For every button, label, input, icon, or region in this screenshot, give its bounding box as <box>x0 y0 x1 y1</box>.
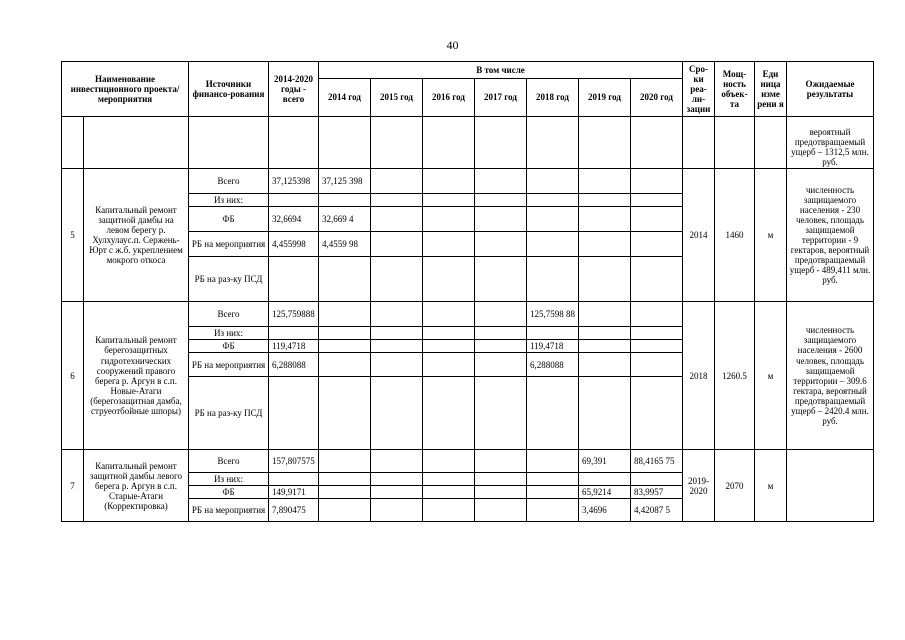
year-value: 119,4718 <box>527 340 579 353</box>
year-value <box>631 169 683 194</box>
year-value <box>579 207 631 232</box>
carry-over-row <box>62 117 874 169</box>
year-value: 32,669 4 <box>319 207 371 232</box>
year-value <box>579 327 631 340</box>
header-name: Наименование инвестиционного проекта/мероприятия <box>62 62 189 117</box>
year-value <box>579 169 631 194</box>
header-year: 2015 год <box>371 79 423 117</box>
project-power: 1460 <box>715 169 755 302</box>
year-value <box>579 302 631 327</box>
funding-source: РБ на мероприятия <box>189 353 269 377</box>
year-value <box>423 353 475 377</box>
header-year: 2019 год <box>579 79 631 117</box>
year-value <box>475 194 527 207</box>
funding-source: РБ на раз-ку ПСД <box>189 257 269 302</box>
year-value <box>319 327 371 340</box>
year-value <box>579 377 631 450</box>
year-value <box>423 169 475 194</box>
header-year: 2018 год <box>527 79 579 117</box>
year-value <box>631 302 683 327</box>
year-value <box>527 207 579 232</box>
year-value <box>423 377 475 450</box>
year-value <box>371 257 423 302</box>
funding-source: Из них: <box>189 473 269 486</box>
year-value <box>423 194 475 207</box>
project-power: 2070 <box>715 450 755 522</box>
total-value: 4,455998 <box>269 232 319 257</box>
year-value <box>579 473 631 486</box>
year-value <box>319 302 371 327</box>
year-value <box>423 499 475 522</box>
header-unit: Еди ница изме рени я <box>755 62 787 117</box>
year-value <box>631 353 683 377</box>
year-value <box>423 302 475 327</box>
funding-source: ФБ <box>189 486 269 499</box>
year-value <box>631 207 683 232</box>
year-value <box>319 353 371 377</box>
year-value <box>475 302 527 327</box>
project-number: 7 <box>62 450 84 522</box>
year-value <box>371 473 423 486</box>
project-term: 2014 <box>683 169 715 302</box>
year-value <box>631 232 683 257</box>
funding-source: Всего <box>189 169 269 194</box>
year-value <box>423 486 475 499</box>
total-value: 6,288088 <box>269 353 319 377</box>
project-name: Капитальный ремонт защитной дамбы на левом берегу р. Хулхулаус.п. Сержень-Юрт с ж.б. укреплением мокрого откоса <box>84 169 189 302</box>
funding-source: РБ на мероприятия <box>189 232 269 257</box>
total-value <box>269 473 319 486</box>
year-value <box>423 340 475 353</box>
year-value <box>527 257 579 302</box>
year-value <box>475 232 527 257</box>
total-value: 157,807575 <box>269 450 319 473</box>
header-including: В том числе <box>319 62 683 79</box>
project-term: 2019-2020 <box>683 450 715 522</box>
project-number: 6 <box>62 302 84 450</box>
project-unit: м <box>755 169 787 302</box>
year-value <box>319 377 371 450</box>
investment-table <box>61 61 874 522</box>
year-value <box>475 473 527 486</box>
page-number: 40 <box>446 38 459 52</box>
year-value: 3,4696 <box>579 499 631 522</box>
header-total: 2014-2020 годы - всего <box>269 62 319 117</box>
year-value <box>371 340 423 353</box>
year-value <box>631 473 683 486</box>
total-value <box>269 327 319 340</box>
year-value <box>579 232 631 257</box>
carry-over-result: вероятный предотвращаемый ущерб – 1312,5 млн. руб. <box>787 117 874 169</box>
project-name: Капитальный ремонт защитной дамбы левого берега р. Аргун в с.п. Старые-Атаги (Корректировка) <box>84 450 189 522</box>
year-value <box>527 486 579 499</box>
year-value <box>631 194 683 207</box>
year-value <box>527 194 579 207</box>
header-year: 2020 год <box>631 79 683 117</box>
year-value <box>371 499 423 522</box>
year-value <box>631 340 683 353</box>
year-value <box>371 353 423 377</box>
year-value <box>475 257 527 302</box>
header-power: Мощ-ность объек-та <box>715 62 755 117</box>
year-value: 37,125 398 <box>319 169 371 194</box>
year-value <box>319 340 371 353</box>
year-value <box>475 327 527 340</box>
funding-source: РБ на мероприятия <box>189 499 269 522</box>
year-value <box>475 207 527 232</box>
year-value <box>319 194 371 207</box>
project-term: 2018 <box>683 302 715 450</box>
year-value: 65,9214 <box>579 486 631 499</box>
year-value <box>319 257 371 302</box>
year-value <box>423 473 475 486</box>
total-value: 125,759888 <box>269 302 319 327</box>
total-value: 32,6694 <box>269 207 319 232</box>
year-value <box>423 450 475 473</box>
funding-source: Всего <box>189 450 269 473</box>
year-value <box>371 207 423 232</box>
header-source: Источники финансо-рования <box>189 62 269 117</box>
year-value <box>371 450 423 473</box>
year-value: 4,4559 98 <box>319 232 371 257</box>
year-value <box>475 340 527 353</box>
total-value <box>269 194 319 207</box>
year-value <box>527 499 579 522</box>
year-value: 6,288088 <box>527 353 579 377</box>
table-row <box>62 169 874 194</box>
total-value <box>269 377 319 450</box>
project-result: численность защищаемого населения - 2600 человек, площадь защищаемой территории – 309.6 гектара, вероятный предотвращаемый ущерб – 2420.4 млн. руб. <box>787 302 874 450</box>
year-value: 4,42087 5 <box>631 499 683 522</box>
funding-source: РБ на раз-ку ПСД <box>189 377 269 450</box>
project-name: Капитальный ремонт берегозащитных гидротехнических сооружений правого берега р. Аргун в с.п. Новые-Атаги (берегозащитная дамба, струеотбойные шпоры) <box>84 302 189 450</box>
project-number: 5 <box>62 169 84 302</box>
year-value <box>579 340 631 353</box>
year-value <box>579 353 631 377</box>
year-value <box>371 302 423 327</box>
year-value <box>527 232 579 257</box>
funding-source: ФБ <box>189 340 269 353</box>
header-year: 2016 год <box>423 79 475 117</box>
year-value <box>319 486 371 499</box>
total-value: 149,9171 <box>269 486 319 499</box>
header-year: 2017 год <box>475 79 527 117</box>
project-power: 1260.5 <box>715 302 755 450</box>
year-value <box>527 473 579 486</box>
year-value <box>319 450 371 473</box>
total-value <box>269 257 319 302</box>
year-value <box>475 450 527 473</box>
total-value: 7,890475 <box>269 499 319 522</box>
funding-source: Всего <box>189 302 269 327</box>
year-value <box>631 377 683 450</box>
project-result <box>787 450 874 522</box>
year-value <box>579 257 631 302</box>
year-value <box>423 207 475 232</box>
year-value <box>631 327 683 340</box>
year-value: 88,4165 75 <box>631 450 683 473</box>
year-value <box>371 327 423 340</box>
year-value <box>527 450 579 473</box>
header-year: 2014 год <box>319 79 371 117</box>
year-value <box>631 257 683 302</box>
total-value: 119,4718 <box>269 340 319 353</box>
year-value <box>579 194 631 207</box>
year-value <box>423 232 475 257</box>
funding-source: Из них: <box>189 327 269 340</box>
year-value: 69,391 <box>579 450 631 473</box>
year-value <box>371 486 423 499</box>
year-value <box>475 499 527 522</box>
funding-source: ФБ <box>189 207 269 232</box>
year-value <box>371 232 423 257</box>
year-value <box>475 353 527 377</box>
table-row <box>62 302 874 327</box>
year-value <box>423 257 475 302</box>
year-value <box>475 377 527 450</box>
year-value: 125,7598 88 <box>527 302 579 327</box>
project-unit: м <box>755 302 787 450</box>
year-value <box>527 377 579 450</box>
project-result: численность защищаемого населения - 230 человек, площадь защищаемой территории - 9 гектаров, вероятный предотвращаемый ущерб - 489,411 млн. руб. <box>787 169 874 302</box>
funding-source: Из них: <box>189 194 269 207</box>
table-row <box>62 450 874 473</box>
year-value: 83,9957 <box>631 486 683 499</box>
year-value <box>475 486 527 499</box>
total-value: 37,125398 <box>269 169 319 194</box>
year-value <box>527 169 579 194</box>
year-value <box>319 499 371 522</box>
year-value <box>475 169 527 194</box>
year-value <box>423 327 475 340</box>
header-term: Сро-ки реа-ли-зации <box>683 62 715 117</box>
year-value <box>527 327 579 340</box>
project-unit: м <box>755 450 787 522</box>
year-value <box>319 473 371 486</box>
header-result: Ожидаемые результаты <box>787 62 874 117</box>
year-value <box>371 169 423 194</box>
year-value <box>371 194 423 207</box>
year-value <box>371 377 423 450</box>
